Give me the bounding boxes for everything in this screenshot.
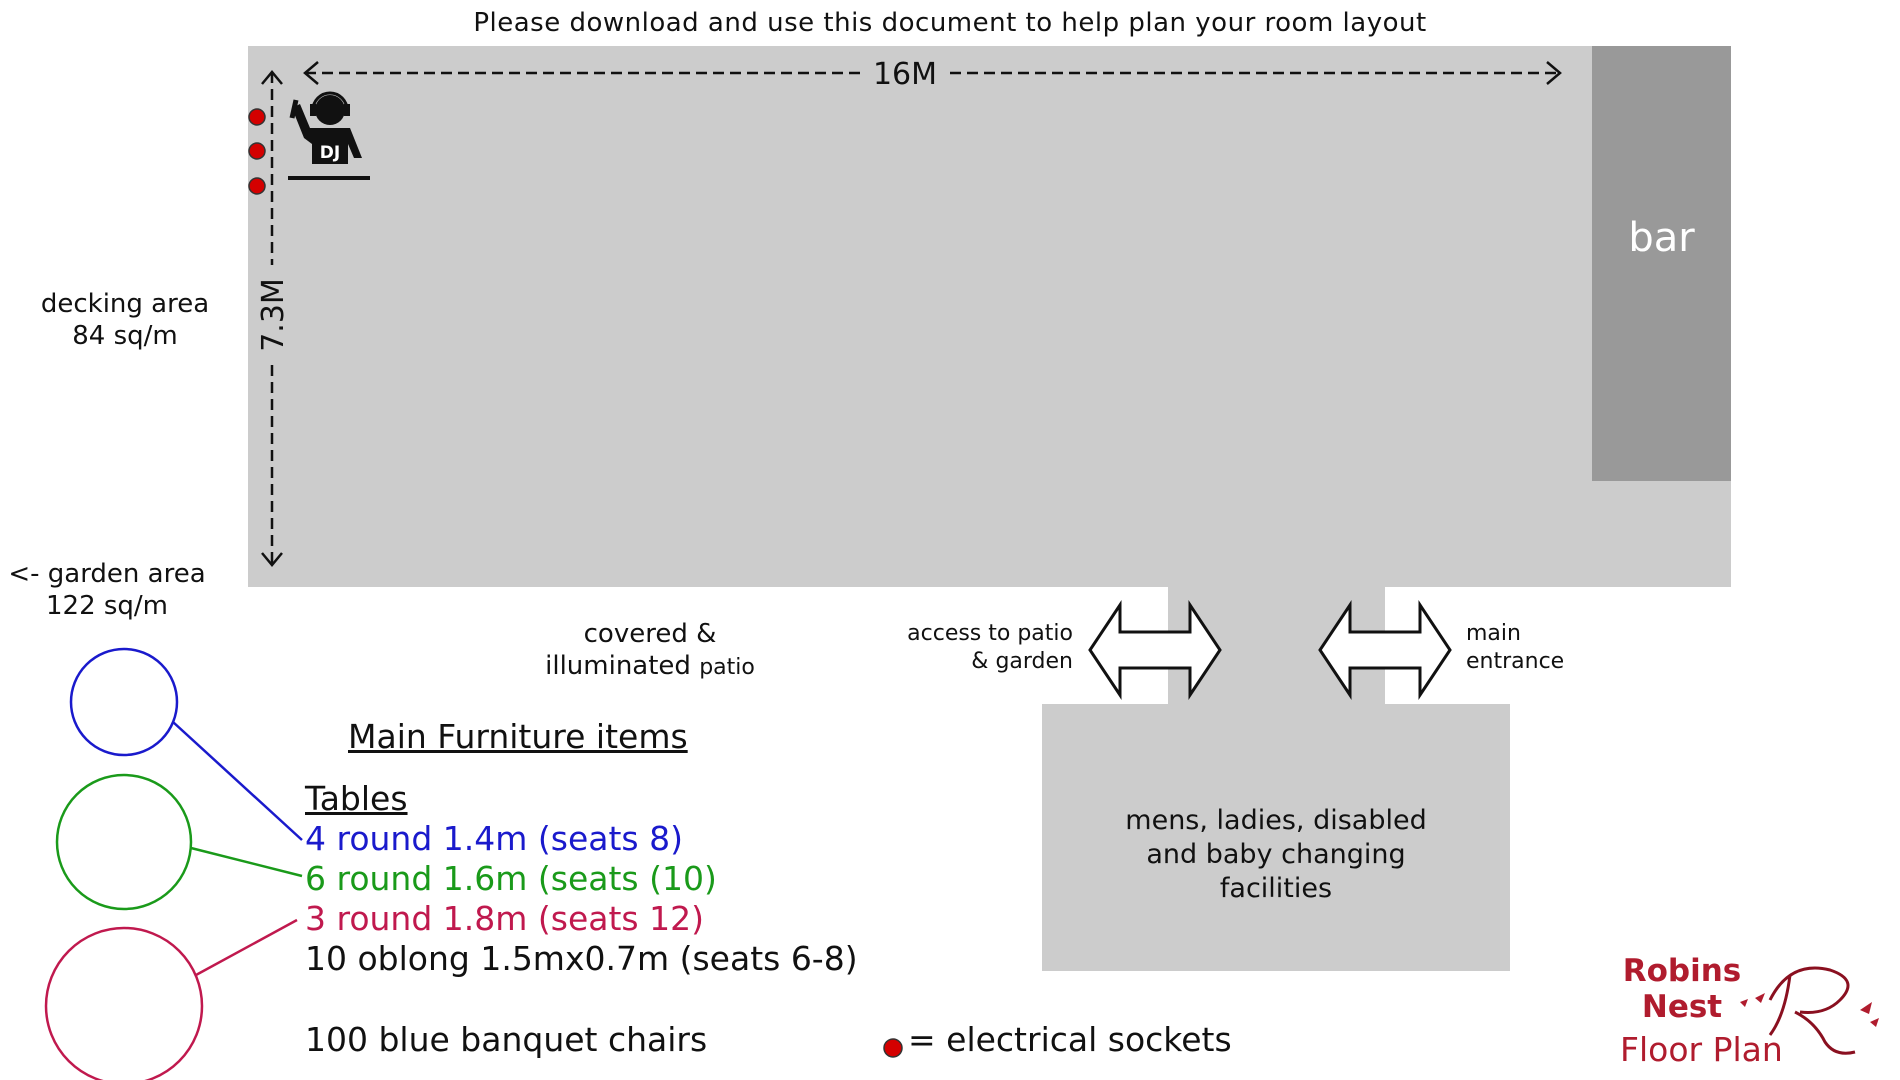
socket-legend-label: = electrical sockets — [908, 1020, 1232, 1059]
legend-socket-icon — [884, 1039, 902, 1057]
tables-heading: Tables — [305, 779, 408, 818]
logo-line-2: Nest — [1641, 989, 1723, 1025]
electrical-sockets — [249, 109, 265, 194]
entrance-line-2: entrance — [1466, 649, 1565, 674]
facilities-line-1: mens, ladies, disabled — [1125, 805, 1427, 836]
furniture-item-2: 6 round 1.6m (seats (10) — [305, 859, 717, 898]
logo-subtitle: Floor Plan — [1620, 1030, 1783, 1069]
patio-line-2 — [520, 650, 780, 682]
furniture-heading: Main Furniture items — [348, 717, 688, 756]
table-1-4m-icon — [71, 649, 177, 755]
table-1-6m-icon — [57, 775, 191, 909]
garden-line-1: <- garden area — [8, 559, 206, 589]
furniture-item-3: 3 round 1.8m (seats 12) — [305, 899, 704, 938]
garden-line-2: 122 sq/m — [45, 591, 169, 621]
furniture-item-1: 4 round 1.4m (seats 8) — [305, 819, 683, 858]
access-line-1: access to patio — [907, 621, 1073, 646]
access-label — [870, 620, 1073, 676]
decking-line-2: 84 sq/m — [72, 321, 178, 351]
width-dimension-label: 16M — [872, 57, 938, 92]
decking-area-label — [30, 288, 220, 352]
entrance-arrow-icon — [1320, 605, 1450, 695]
logo-wordmark — [1612, 953, 1752, 1025]
patio-label — [520, 618, 780, 682]
patio-line-2-main: illuminated — [545, 651, 691, 681]
facilities-line-3: facilities — [1219, 873, 1333, 904]
page-title: Please download and use this document to help plan your room layout — [473, 8, 1427, 38]
dj-icon — [288, 93, 370, 180]
table-diagram — [46, 649, 302, 1080]
socket-icon — [249, 178, 265, 194]
logo-line-1: Robins — [1622, 953, 1742, 989]
garden-area-label — [2, 558, 212, 622]
chairs-item: 100 blue banquet chairs — [305, 1020, 708, 1059]
furniture-item-4: 10 oblong 1.5mx0.7m (seats 6-8) — [305, 939, 858, 978]
socket-icon — [249, 109, 265, 125]
entrance-line-1: main — [1466, 621, 1521, 646]
patio-line-2-small: patio — [699, 655, 755, 680]
table-1-8m-icon — [46, 928, 202, 1080]
facilities-line-2: and baby changing — [1146, 839, 1406, 870]
entrance-label — [1466, 620, 1616, 676]
access-arrow-icon — [1090, 605, 1220, 695]
socket-icon — [249, 143, 265, 159]
bar-label: bar — [1628, 215, 1695, 261]
patio-line-1: covered & — [583, 619, 717, 649]
dj-label: DJ — [319, 143, 341, 163]
height-dimension-label: 7.3M — [256, 278, 291, 352]
decking-line-1: decking area — [40, 289, 210, 319]
access-line-2: & garden — [971, 649, 1073, 674]
